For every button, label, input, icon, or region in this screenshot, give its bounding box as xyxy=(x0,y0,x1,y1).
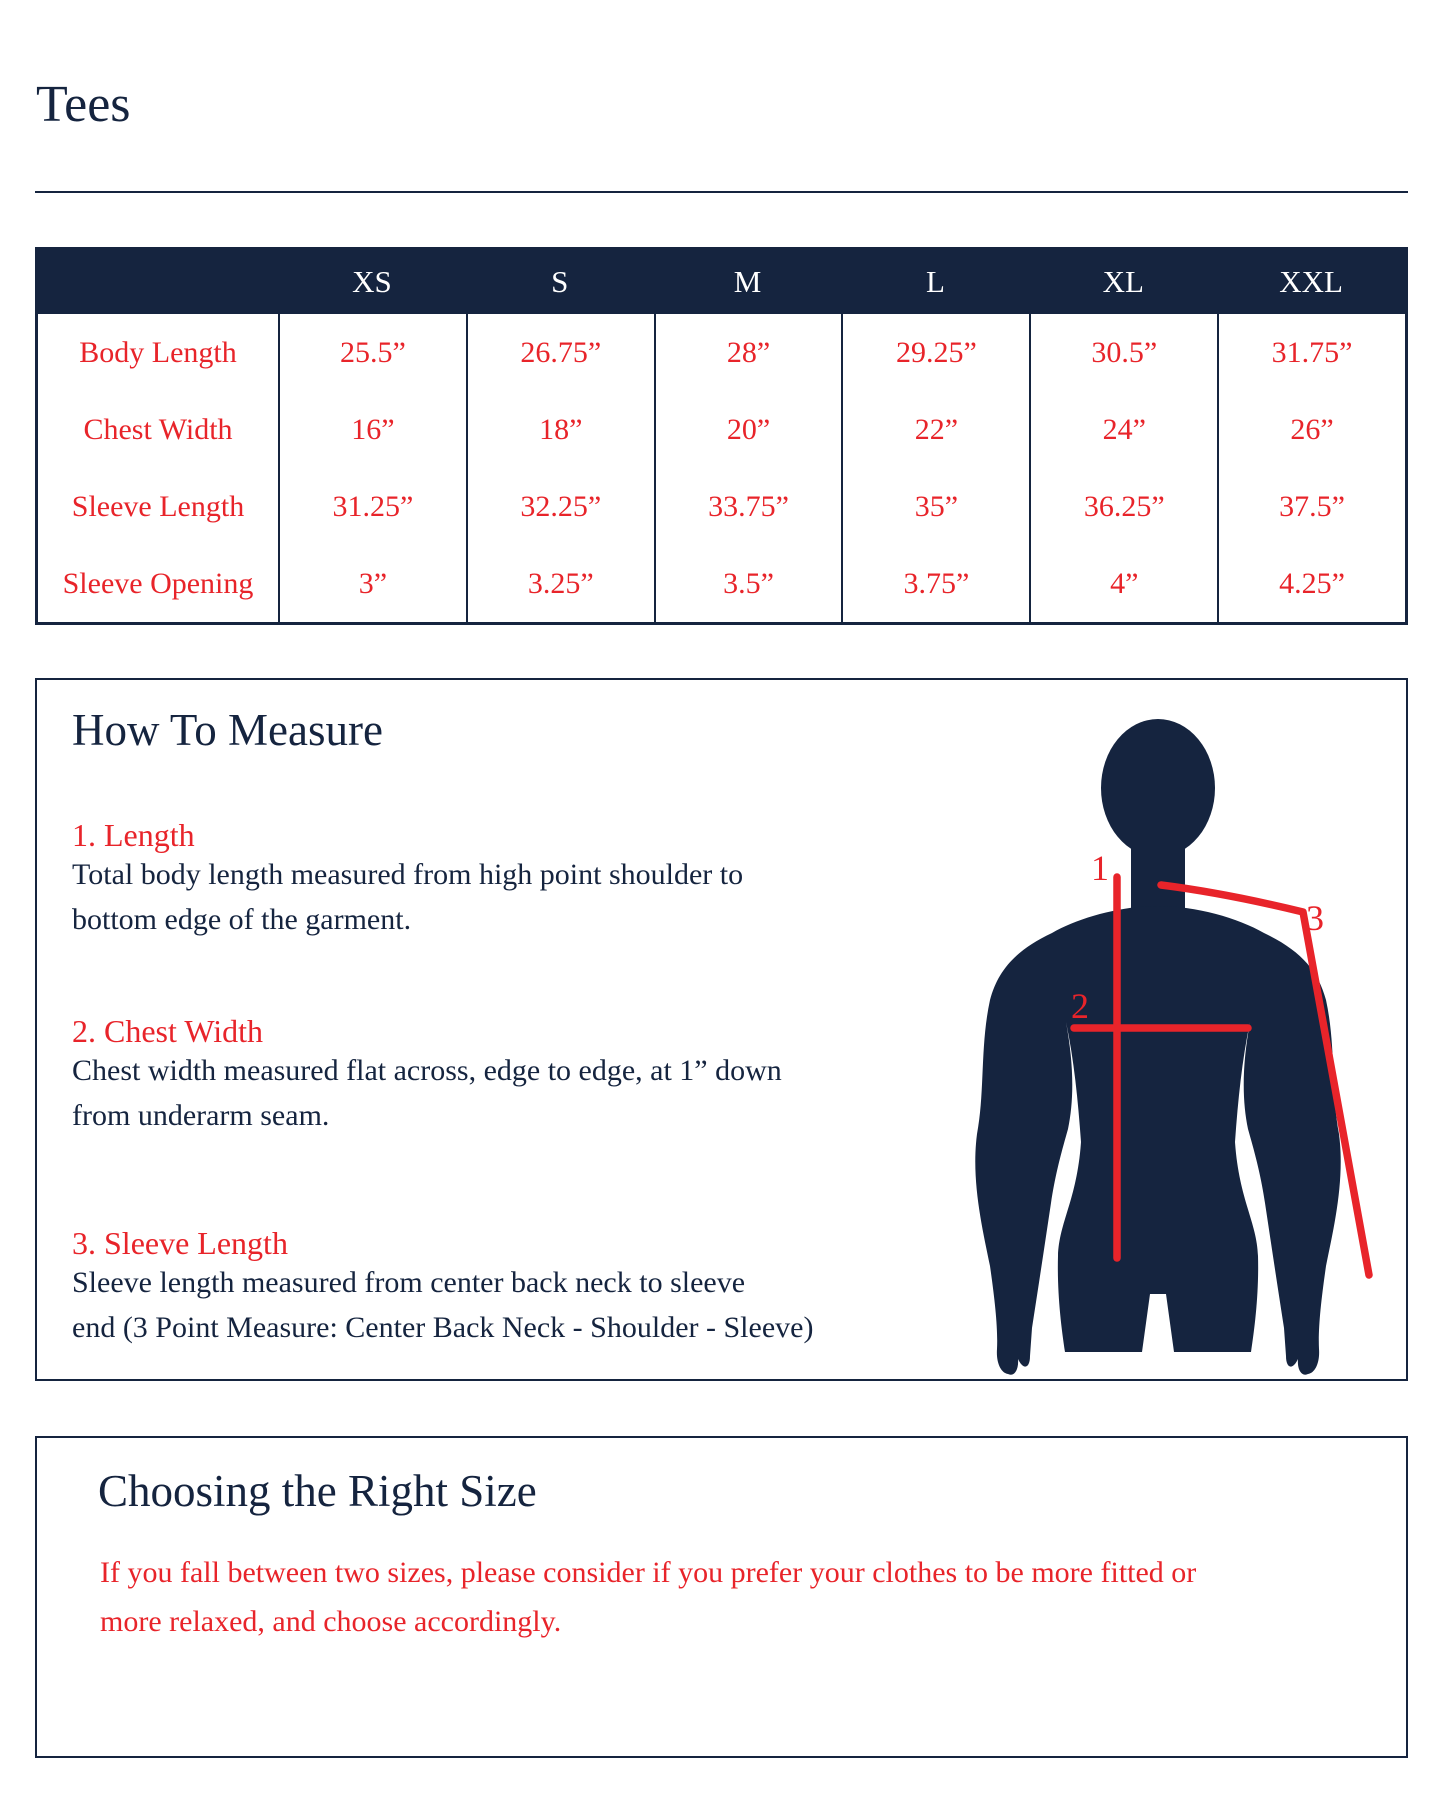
table-cell: 3” xyxy=(278,545,466,622)
measure-item-2-text xyxy=(72,1048,782,1138)
table-cell: 32.25” xyxy=(466,468,654,545)
choosing-size-text xyxy=(100,1548,1196,1646)
measure-item-3-title: 3. Sleeve Length xyxy=(72,1225,288,1261)
measure-item-2-title: 2. Chest Width xyxy=(72,1013,264,1049)
measure-item-1-line-2: bottom edge of the garment. xyxy=(72,903,412,936)
table-cell: 22” xyxy=(841,391,1029,468)
table-cell: 30.5” xyxy=(1029,314,1217,391)
table-cell: 29.25” xyxy=(841,314,1029,391)
header-l: L xyxy=(841,250,1029,314)
table-cell: 37.5” xyxy=(1217,468,1405,545)
table-cell: 4.25” xyxy=(1217,545,1405,622)
header-xs: XS xyxy=(278,250,466,314)
body-silhouette-svg xyxy=(960,700,1410,1381)
table-cell: 26.75” xyxy=(466,314,654,391)
table-cell: 26” xyxy=(1217,391,1405,468)
row-label-chest-width: Chest Width xyxy=(38,391,278,468)
size-chart-table xyxy=(35,247,1408,625)
choosing-size-line-1: If you fall between two sizes, please consider if you prefer your clothes to be more fitted or xyxy=(100,1556,1197,1589)
table-cell: 3.5” xyxy=(654,545,842,622)
row-label-sleeve-length: Sleeve Length xyxy=(38,468,278,545)
table-cell: 33.75” xyxy=(654,468,842,545)
row-label-sleeve-opening: Sleeve Opening xyxy=(38,545,278,622)
table-cell: 28” xyxy=(654,314,842,391)
header-s: S xyxy=(466,250,654,314)
measurement-figure xyxy=(960,700,1410,1381)
header-empty-cell xyxy=(38,250,278,314)
row-label-body-length: Body Length xyxy=(38,314,278,391)
choosing-size-heading: Choosing the Right Size xyxy=(98,1466,537,1516)
table-cell: 3.25” xyxy=(466,545,654,622)
table-cell: 16” xyxy=(278,391,466,468)
measure-item-1-title: 1. Length xyxy=(72,817,195,853)
table-cell: 18” xyxy=(466,391,654,468)
table-cell: 4” xyxy=(1029,545,1217,622)
measure-item-1-text xyxy=(72,852,743,942)
marker-3-label: 3 xyxy=(1306,898,1324,938)
measure-item-3-line-2: end (3 Point Measure: Center Back Neck - Shoulder - Sleeve) xyxy=(72,1311,814,1344)
body-silhouette xyxy=(975,719,1340,1375)
measure-item-1-line-1: Total body length measured from high point shoulder to xyxy=(72,858,744,891)
table-cell: 24” xyxy=(1029,391,1217,468)
measure-item-2-line-1: Chest width measured flat across, edge to edge, at 1” down xyxy=(72,1054,782,1087)
title-divider xyxy=(35,191,1408,193)
header-xxl: XXL xyxy=(1217,250,1405,314)
marker-2-label: 2 xyxy=(1071,986,1089,1026)
header-m: M xyxy=(654,250,842,314)
table-cell: 20” xyxy=(654,391,842,468)
table-cell: 35” xyxy=(841,468,1029,545)
table-cell: 31.75” xyxy=(1217,314,1405,391)
table-cell: 25.5” xyxy=(278,314,466,391)
page-title: Tees xyxy=(36,76,131,133)
choosing-size-line-2: more relaxed, and choose accordingly. xyxy=(100,1605,562,1638)
measure-item-2-line-2: from underarm seam. xyxy=(72,1099,330,1132)
marker-1-label: 1 xyxy=(1091,848,1109,888)
table-cell: 31.25” xyxy=(278,468,466,545)
table-cell: 3.75” xyxy=(841,545,1029,622)
measure-item-3-line-1: Sleeve length measured from center back neck to sleeve xyxy=(72,1266,746,1299)
header-xl: XL xyxy=(1029,250,1217,314)
table-cell: 36.25” xyxy=(1029,468,1217,545)
measure-item-3-text xyxy=(72,1260,813,1350)
how-to-measure-heading: How To Measure xyxy=(72,705,383,755)
